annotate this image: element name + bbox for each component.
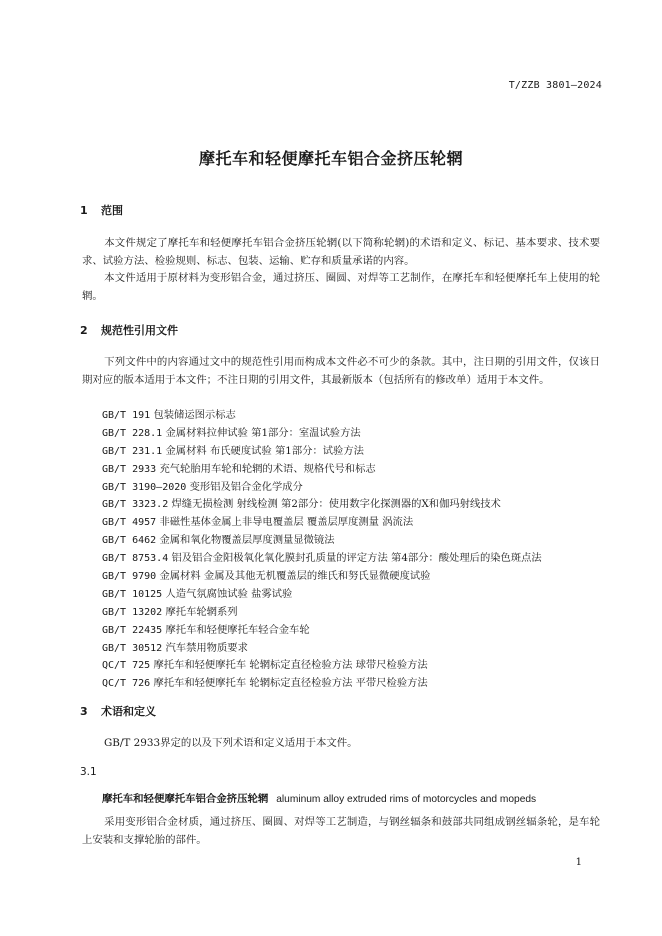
- reference-title: 变形铝及铝合金化学成分: [189, 480, 303, 493]
- reference-title: 摩托车和轻便摩托车轻合金车轮: [165, 623, 310, 636]
- reference-code: QC/T 726: [102, 678, 151, 690]
- reference-item: [102, 461, 542, 479]
- paragraph-text: 本文件规定了摩托车和轻便摩托车铝合金挤压轮辋(以下简称轮辋)的术语和定义、标记、基本要求、技术要求、试验方法、检验规则、标志、包装、运输、贮存和质量承诺的内容。: [82, 237, 600, 267]
- paragraph-text: 下列文件中的内容通过文中的规范性引用而构成本文件必不可少的条款。其中，注日期的引用文件，仅该日期对应的版本适用于本文件；不注日期的引用文件，其最新版本（包括所有的修改单）适用于本文件。: [82, 356, 600, 386]
- section-number: 2: [80, 324, 88, 337]
- reference-title: 汽车禁用物质要求: [165, 641, 248, 654]
- reference-item: [102, 479, 542, 497]
- reference-title: 包装储运图示标志: [153, 409, 236, 421]
- reference-title: 非磁性基体金属上非导电覆盖层 覆盖层厚度测量 涡流法: [159, 516, 414, 529]
- reference-code: GB/T 3190—2020: [102, 481, 187, 493]
- reference-code: GB/T 9790: [102, 571, 157, 583]
- reference-code: GB/T 6462: [102, 535, 157, 547]
- section-title: 规范性引用文件: [101, 324, 178, 337]
- reference-item: [102, 568, 542, 586]
- reference-item: [102, 657, 542, 675]
- reference-title: 摩托车和轻便摩托车 轮辋标定直径检验方法 球带尺检验方法: [153, 659, 428, 672]
- reference-item: [102, 622, 542, 640]
- reference-code: GB/T 3323.2: [102, 499, 169, 511]
- reference-item: [102, 496, 542, 514]
- references-intro: [82, 354, 600, 389]
- reference-title: 充气轮胎用车轮和轮辋的术语、规格代号和标志: [159, 462, 376, 475]
- reference-code: GB/T 228.1: [102, 427, 163, 439]
- section-3-heading: [80, 703, 156, 719]
- term-definition: [82, 814, 600, 849]
- reference-item: [102, 407, 542, 425]
- term-chinese: 摩托车和轻便摩托车铝合金挤压轮辋: [102, 793, 269, 805]
- section-title: 范围: [101, 204, 123, 217]
- reference-title: 金属材料 金属及其他无机覆盖层的维氏和努氏显微硬度试验: [159, 570, 431, 583]
- term-english: aluminum alloy extruded rims of motorcycles and mopeds: [276, 794, 537, 805]
- section-2-heading: [80, 322, 178, 338]
- reference-title: 金属和氧化物覆盖层厚度测量显微镜法: [159, 534, 335, 547]
- reference-item: [102, 675, 542, 693]
- reference-code: GB/T 10125: [102, 588, 163, 600]
- reference-code: GB/T 2933: [102, 463, 157, 475]
- reference-title: 摩托车轮辋系列: [165, 605, 238, 618]
- reference-code: GB/T 30512: [102, 642, 163, 654]
- reference-item: [102, 586, 542, 604]
- paragraph-text: 本文件适用于原材料为变形铝合金，通过挤压、圈圆、对焊等工艺制作，在摩托车和轻便摩托车上使用的轮辋。: [82, 272, 600, 302]
- reference-code: GB/T 231.1: [102, 445, 163, 457]
- reference-title: 人造气氛腐蚀试验 盐雾试验: [165, 587, 293, 600]
- reference-item: [102, 443, 542, 461]
- reference-title: 金属材料 布氏硬度试验 第1部分：试验方法: [165, 444, 364, 457]
- reference-code: GB/T 22435: [102, 624, 163, 636]
- reference-item: [102, 550, 542, 568]
- reference-title: 摩托车和轻便摩托车 轮辋标定直径检验方法 平带尺检验方法: [153, 677, 428, 690]
- paragraph-text: GB/T 2933界定的以及下列术语和定义适用于本文件。: [104, 737, 358, 749]
- standard-code: T/ZZB 3801—2024: [508, 80, 602, 91]
- term-number: 3.1: [80, 766, 97, 778]
- normative-references-list: [102, 407, 542, 693]
- section-number: 1: [80, 204, 88, 217]
- reference-item: [102, 532, 542, 550]
- terms-intro: [82, 735, 600, 753]
- reference-code: GB/T 13202: [102, 606, 163, 618]
- reference-title: 铝及铝合金阳极氧化氧化膜封孔质量的评定方法 第4部分：酸处理后的染色斑点法: [171, 552, 542, 565]
- reference-item: [102, 425, 542, 443]
- reference-title: 金属材料拉伸试验 第1部分：室温试验方法: [165, 426, 361, 439]
- page-number: 1: [575, 857, 582, 868]
- reference-code: GB/T 8753.4: [102, 553, 169, 565]
- reference-code: GB/T 191: [102, 410, 151, 421]
- reference-title: 焊缝无损检测 射线检测 第2部分：使用数字化探测器的X和伽玛射线技术: [171, 498, 501, 511]
- term-entry: [102, 790, 536, 805]
- paragraph-text: 采用变形铝合金材质，通过挤压、圈圆、对焊等工艺制造，与钢丝辐条和鼓部共同组成钢丝辐条轮，是车轮上安装和支撑轮胎的部件。: [82, 816, 600, 846]
- reference-item: [102, 604, 542, 622]
- section-title: 术语和定义: [101, 705, 156, 718]
- reference-item: [102, 514, 542, 532]
- section-1-heading: [80, 202, 123, 218]
- document-title: 摩托车和轻便摩托车铝合金挤压轮辋: [198, 149, 463, 168]
- section-number: 3: [80, 705, 88, 718]
- scope-paragraph-2: [82, 270, 600, 305]
- reference-code: QC/T 725: [102, 660, 151, 672]
- reference-code: GB/T 4957: [102, 517, 157, 529]
- reference-item: [102, 640, 542, 658]
- scope-paragraph-1: [82, 235, 600, 270]
